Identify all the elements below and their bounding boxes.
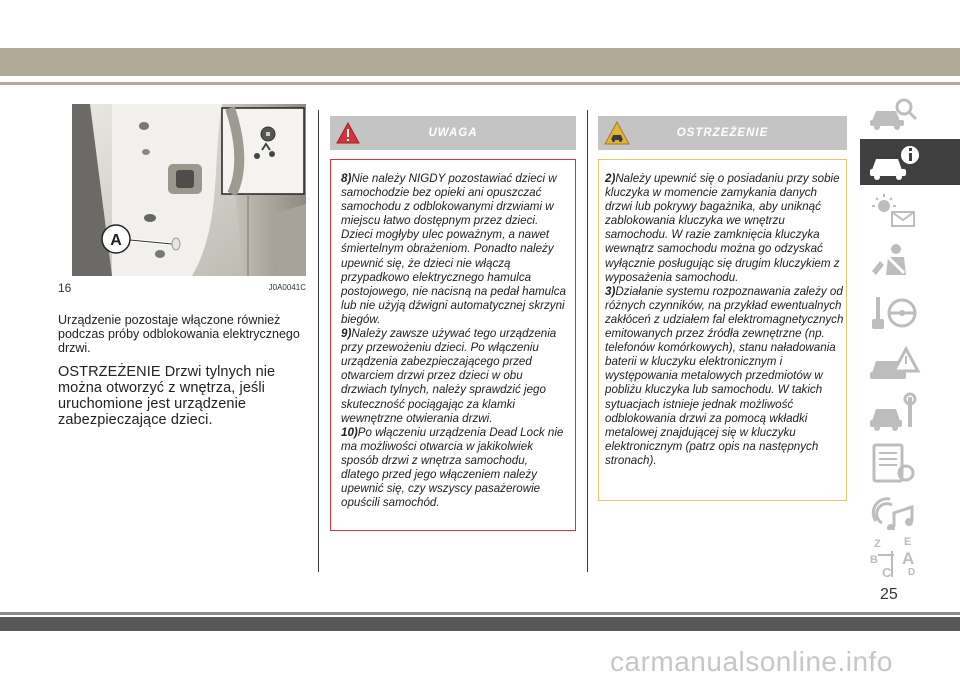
uwaga-header <box>330 116 576 150</box>
car-maintenance-icon <box>866 391 922 437</box>
door-lock-illustration <box>72 104 306 276</box>
uwaga-title: UWAGA <box>428 127 478 139</box>
tab-safety[interactable] <box>860 238 960 284</box>
tab-car-search[interactable] <box>860 90 960 136</box>
figure-label-a: A <box>110 232 122 249</box>
page-number: 25 <box>880 586 898 603</box>
ostrzezenie-item: 3)Działanie systemu rozpoznawania zależy od różnych czynników, na przykład ewentualnych zakłóceń z udziałem fal elektromagnetycznych emitowanych przez źródła zewnętrzne (np. telefonów komórkowych), stanu naładowania baterii w kluczyku elektronicznym i występowania metalowych przedmiotów w pobliżu kluczyka lub samochodu. W takich sytuacjach istnieje jednak możliwość odblokowania drzwi za pomocą wkładki metalowej znajdującej się w kluczyku elektronicznym (patrz opis na następnych stronach). <box>605 284 844 467</box>
warning-lights-icon <box>866 192 922 232</box>
body-paragraph-1: Urządzenie pozostaje włączone również podczas próby odblokowania elektrycznego drzwi. <box>58 313 300 355</box>
svg-text:Z: Z <box>874 538 881 550</box>
uwaga-item: 10)Po włączeniu urządzenia Dead Lock nie ma możliwości otwarcia w jakikolwiek sposób drzwi z wnętrza samochodu, dlatego przed jego włączeniem należy upewnić się, czy wszyscy pasażerowie opuścili samochód. <box>341 425 564 510</box>
ostrzezenie-header <box>598 116 847 150</box>
index-letters-icon <box>866 533 922 583</box>
uwaga-item: 9)Należy zawsze używać tego urządzenia przy przewożeniu dzieci. Po włączeniu urządzenia zabezpieczającego przed otwarciem drzwi przez dzieci w obu drzwiach tylnych, należy sprawdzić jego skuteczność pociągając za klamki wewnętrzne otwierania drzwi. <box>341 327 557 425</box>
uwaga-item: 8)Nie należy NIGDY pozostawiać dzieci w samochodzie bez opieki ani opuszczać samochodu z odblokowanymi drzwiami w miejscu łatwo dostępnym przez dzieci. Dzieci mogłyby ulec poważnym, a nawet śmiertelnym obrażeniom. Ponadto należy upewnić się, że dzieci nie włączą przypadkowo elektrycznego hamulca postojowego, nie nacisną na pedał hamulca lub nie użyją dźwigni automatycznej skrzyni biegów. <box>341 172 566 326</box>
ostrzezenie-item: 2)Należy upewnić się o posiadaniu przy sobie kluczyka w momencie zamykania danych drzwi lub pokrywy bagażnika, aby uniknąć zablokowania kluczyka we wnętrzu samochodu. W razie zamknięcia kluczyka wewnątrz samochodu można go odzyskać wyłącznie posługując się drugim kluczykiem z wyposażenia samochodu. <box>605 172 840 284</box>
technical-data-icon <box>866 441 922 487</box>
watermark: carmanualsonline.info <box>610 646 893 677</box>
body-paragraph-2: OSTRZEŻENIE Drzwi tylnych nie można otworzyć z wnętrza, jeśli uruchomione jest urządzenie zabezpieczające dzieci. <box>58 364 276 428</box>
top-banner <box>0 48 960 76</box>
svg-text:B: B <box>870 554 878 566</box>
car-search-icon <box>866 93 922 133</box>
emergency-car-icon <box>866 341 922 387</box>
figure-number: 16 <box>58 281 72 295</box>
svg-text:C: C <box>882 565 892 580</box>
tab-technical-data[interactable] <box>860 438 960 484</box>
tab-warning-lights[interactable] <box>860 189 960 235</box>
tab-car-info[interactable] <box>860 139 960 185</box>
svg-text:D: D <box>908 567 916 578</box>
safety-belt-icon <box>866 241 922 281</box>
ostrzezenie-box <box>598 159 847 501</box>
ostrzezenie-title: OSTRZEŻENIE <box>676 127 769 139</box>
uwaga-box <box>330 159 576 531</box>
tab-maintenance[interactable] <box>860 388 960 434</box>
car-info-icon <box>866 142 922 182</box>
tab-start-driving[interactable] <box>860 288 960 334</box>
figure-caption-row <box>58 281 306 297</box>
tab-multimedia[interactable] <box>860 488 960 534</box>
tab-index[interactable] <box>860 530 960 580</box>
bottom-banner <box>0 617 960 631</box>
svg-text:E: E <box>904 536 912 548</box>
column-divider-2 <box>587 110 588 572</box>
door-lock-photo <box>72 104 306 276</box>
top-rule <box>0 82 960 85</box>
svg-text:A: A <box>902 549 915 568</box>
key-steering-icon <box>866 291 922 337</box>
figure-code: J0A0041C <box>268 283 306 292</box>
bottom-rule <box>0 612 960 615</box>
tab-emergency[interactable] <box>860 338 960 384</box>
column-divider-1 <box>318 110 319 572</box>
